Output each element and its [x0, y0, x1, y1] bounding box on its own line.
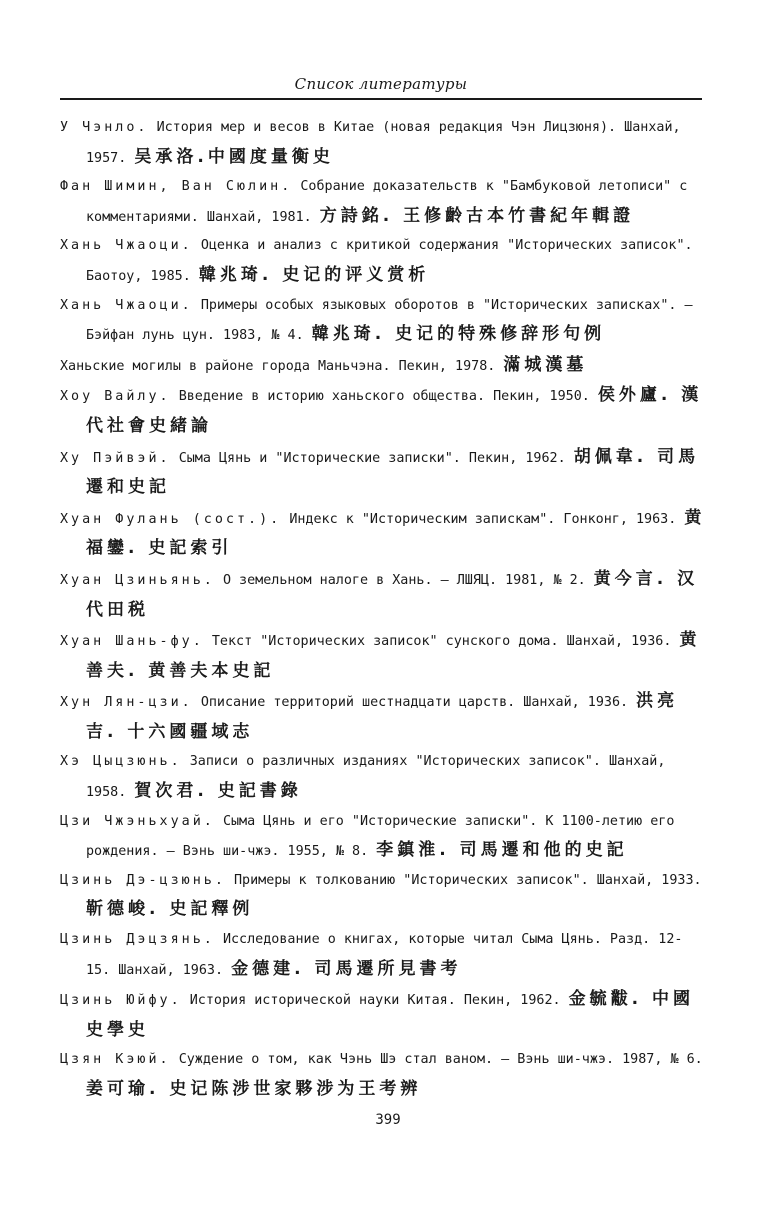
entry-text: Текст "Исторических записок" сунского дома. Шанхай, 1936. — [211, 634, 672, 650]
entry-cjk-title: 韓兆琦. 史记的评义赏析 — [198, 264, 430, 285]
entry-author: Хун Лян-цзи. — [60, 695, 193, 711]
bibliography-entry — [60, 867, 706, 926]
bibliography-entry — [60, 504, 706, 565]
bibliography-entry — [60, 1046, 706, 1105]
entry-text: История исторической науки Китая. Пекин, 1962. — [189, 993, 561, 1009]
entry-cjk-title: 李鎮淮. 司馬遷和他的史記 — [376, 840, 628, 861]
entry-cjk-title: 韓兆琦. 史记的特殊修辞形句例 — [311, 324, 606, 345]
bibliography-entry — [60, 565, 706, 626]
entry-cjk-title: 方詩銘. 王修齡古本竹書紀年輯證 — [319, 205, 635, 226]
entry-cjk-title: 胡佩韋. 司馬遷和史記 — [86, 446, 700, 498]
entry-text: Индекс к "Историческим запискам". Гонконг, 1963. — [289, 511, 677, 527]
bibliography-entry — [60, 687, 706, 748]
bibliography-entry — [60, 748, 706, 807]
bibliography-entry — [60, 626, 706, 687]
entry-text: Собрание доказательств к "Бамбуковой летописи" с комментариями. Шанхай, 1981. — [86, 179, 688, 225]
entry-author: Цзинь Дэцзянь. — [60, 932, 215, 948]
bibliography-list — [60, 114, 706, 1106]
entry-author: Хань Чжаоци. — [60, 238, 193, 254]
entry-cjk-title: 金德建. 司馬遷所見書考 — [231, 958, 462, 979]
entry-author: Хоу Вайлу. — [60, 389, 171, 405]
entry-cjk-title: 滿城漢墓 — [503, 354, 588, 375]
bibliography-entry — [60, 985, 706, 1046]
entry-text: Сыма Цянь и его "Исторические записки". К 1100-летию его рождения. — Вэнь ши-чжэ. 1955, № 8. — [86, 813, 675, 860]
entry-text: Ханьские могилы в районе города Маньчэна. Пекин, 1978. — [60, 358, 496, 374]
running-header: Список литературы — [294, 75, 468, 93]
entry-author: Хэ Цыцзюнь. — [60, 754, 182, 770]
bibliography-entry — [60, 292, 706, 351]
entry-text: Оценка и анализ с критикой содержания "Исторических записок". Баотоу, 1985. — [86, 238, 693, 284]
entry-author: Хань Чжаоци. — [60, 297, 193, 313]
entry-author: Цзян Кэюй. — [60, 1052, 171, 1068]
entry-text: Сыма Цянь и "Исторические записки". Пекин, 1962. — [178, 450, 566, 466]
entry-cjk-title: 黄福鑾. 史記索引 — [86, 507, 706, 559]
entry-text: Суждение о том, как Чэнь Шэ стал ваном. — Вэнь ши-чжэ. 1987, № 6. — [178, 1052, 703, 1068]
entry-cjk-title: 姜可瑜. 史记陈涉世家夥涉为王考辨 — [86, 1079, 422, 1099]
header-rule — [60, 98, 702, 100]
page-number: 399 — [375, 1112, 401, 1128]
entry-author: Хуан Цзиньянь. — [60, 572, 215, 588]
bibliography-entry — [60, 808, 706, 867]
entry-text: Примеры особых языковых оборотов в "Исторических записках". — Бэйфан лунь цун. 1983, № 4. — [86, 297, 693, 344]
entry-text: История мер и весов в Китае (новая редакция Чэн Лицзюня). Шанхай, 1957. — [86, 120, 681, 166]
entry-cjk-title: 黄今言. 汉代田税 — [86, 568, 699, 620]
entry-author: Хуан Фулань (сост.). — [60, 511, 282, 527]
bibliography-entry — [60, 926, 706, 985]
entry-cjk-title: 金毓黻. 中國史學史 — [86, 989, 695, 1040]
bibliography-entry — [60, 173, 706, 232]
entry-author: Цзи Чжэньхуай. — [60, 813, 215, 829]
entry-cjk-title: 洪亮吉. 十六國疆域志 — [86, 691, 679, 742]
entry-author: Хуан Шань-фу. — [60, 634, 204, 650]
bibliography-entry — [60, 443, 706, 504]
bibliography-entry — [60, 232, 706, 291]
entry-text: Записи о различных изданиях "Исторических записок". Шанхай, 1958. — [86, 754, 666, 801]
bibliography-entry — [60, 114, 706, 173]
entry-author: Цзинь Дэ-цзюнь. — [60, 872, 226, 888]
entry-cjk-title: 黄善夫. 黄善夫本史記 — [86, 630, 701, 681]
entry-author: Ху Пэйвэй. — [60, 450, 171, 466]
entry-text: Исследование о книгах, которые читал Сыма Цянь. Разд. 12-15. Шанхай, 1963. — [86, 932, 683, 978]
entry-cjk-title: 賀次君. 史記書錄 — [134, 781, 302, 802]
entry-author: Фан Шимин, Ван Сюлин. — [60, 179, 293, 195]
entry-cjk-title: 吴承洛.中國度量衡史 — [134, 146, 334, 167]
entry-cjk-title: 侯外廬. 漢代社會史緒論 — [86, 385, 703, 436]
entry-text: Введение в историю ханьского общества. Пекин, 1950. — [178, 389, 590, 405]
entry-author: Цзинь Юйфу. — [60, 993, 182, 1009]
bibliography-entry — [60, 351, 706, 382]
entry-author: У Чэнло. — [60, 120, 149, 135]
entry-text: Примеры к толкованию "Исторических записок". Шанхай, 1933. — [234, 872, 702, 888]
entry-text: О земельном налоге в Хань. — ЛШЯЦ. 1981, № 2. — [222, 572, 586, 588]
entry-text: Описание территорий шестнадцати царств. Шанхай, 1936. — [200, 695, 629, 711]
bibliography-entry — [60, 381, 706, 442]
entry-cjk-title: 靳德峻. 史記釋例 — [86, 899, 254, 920]
